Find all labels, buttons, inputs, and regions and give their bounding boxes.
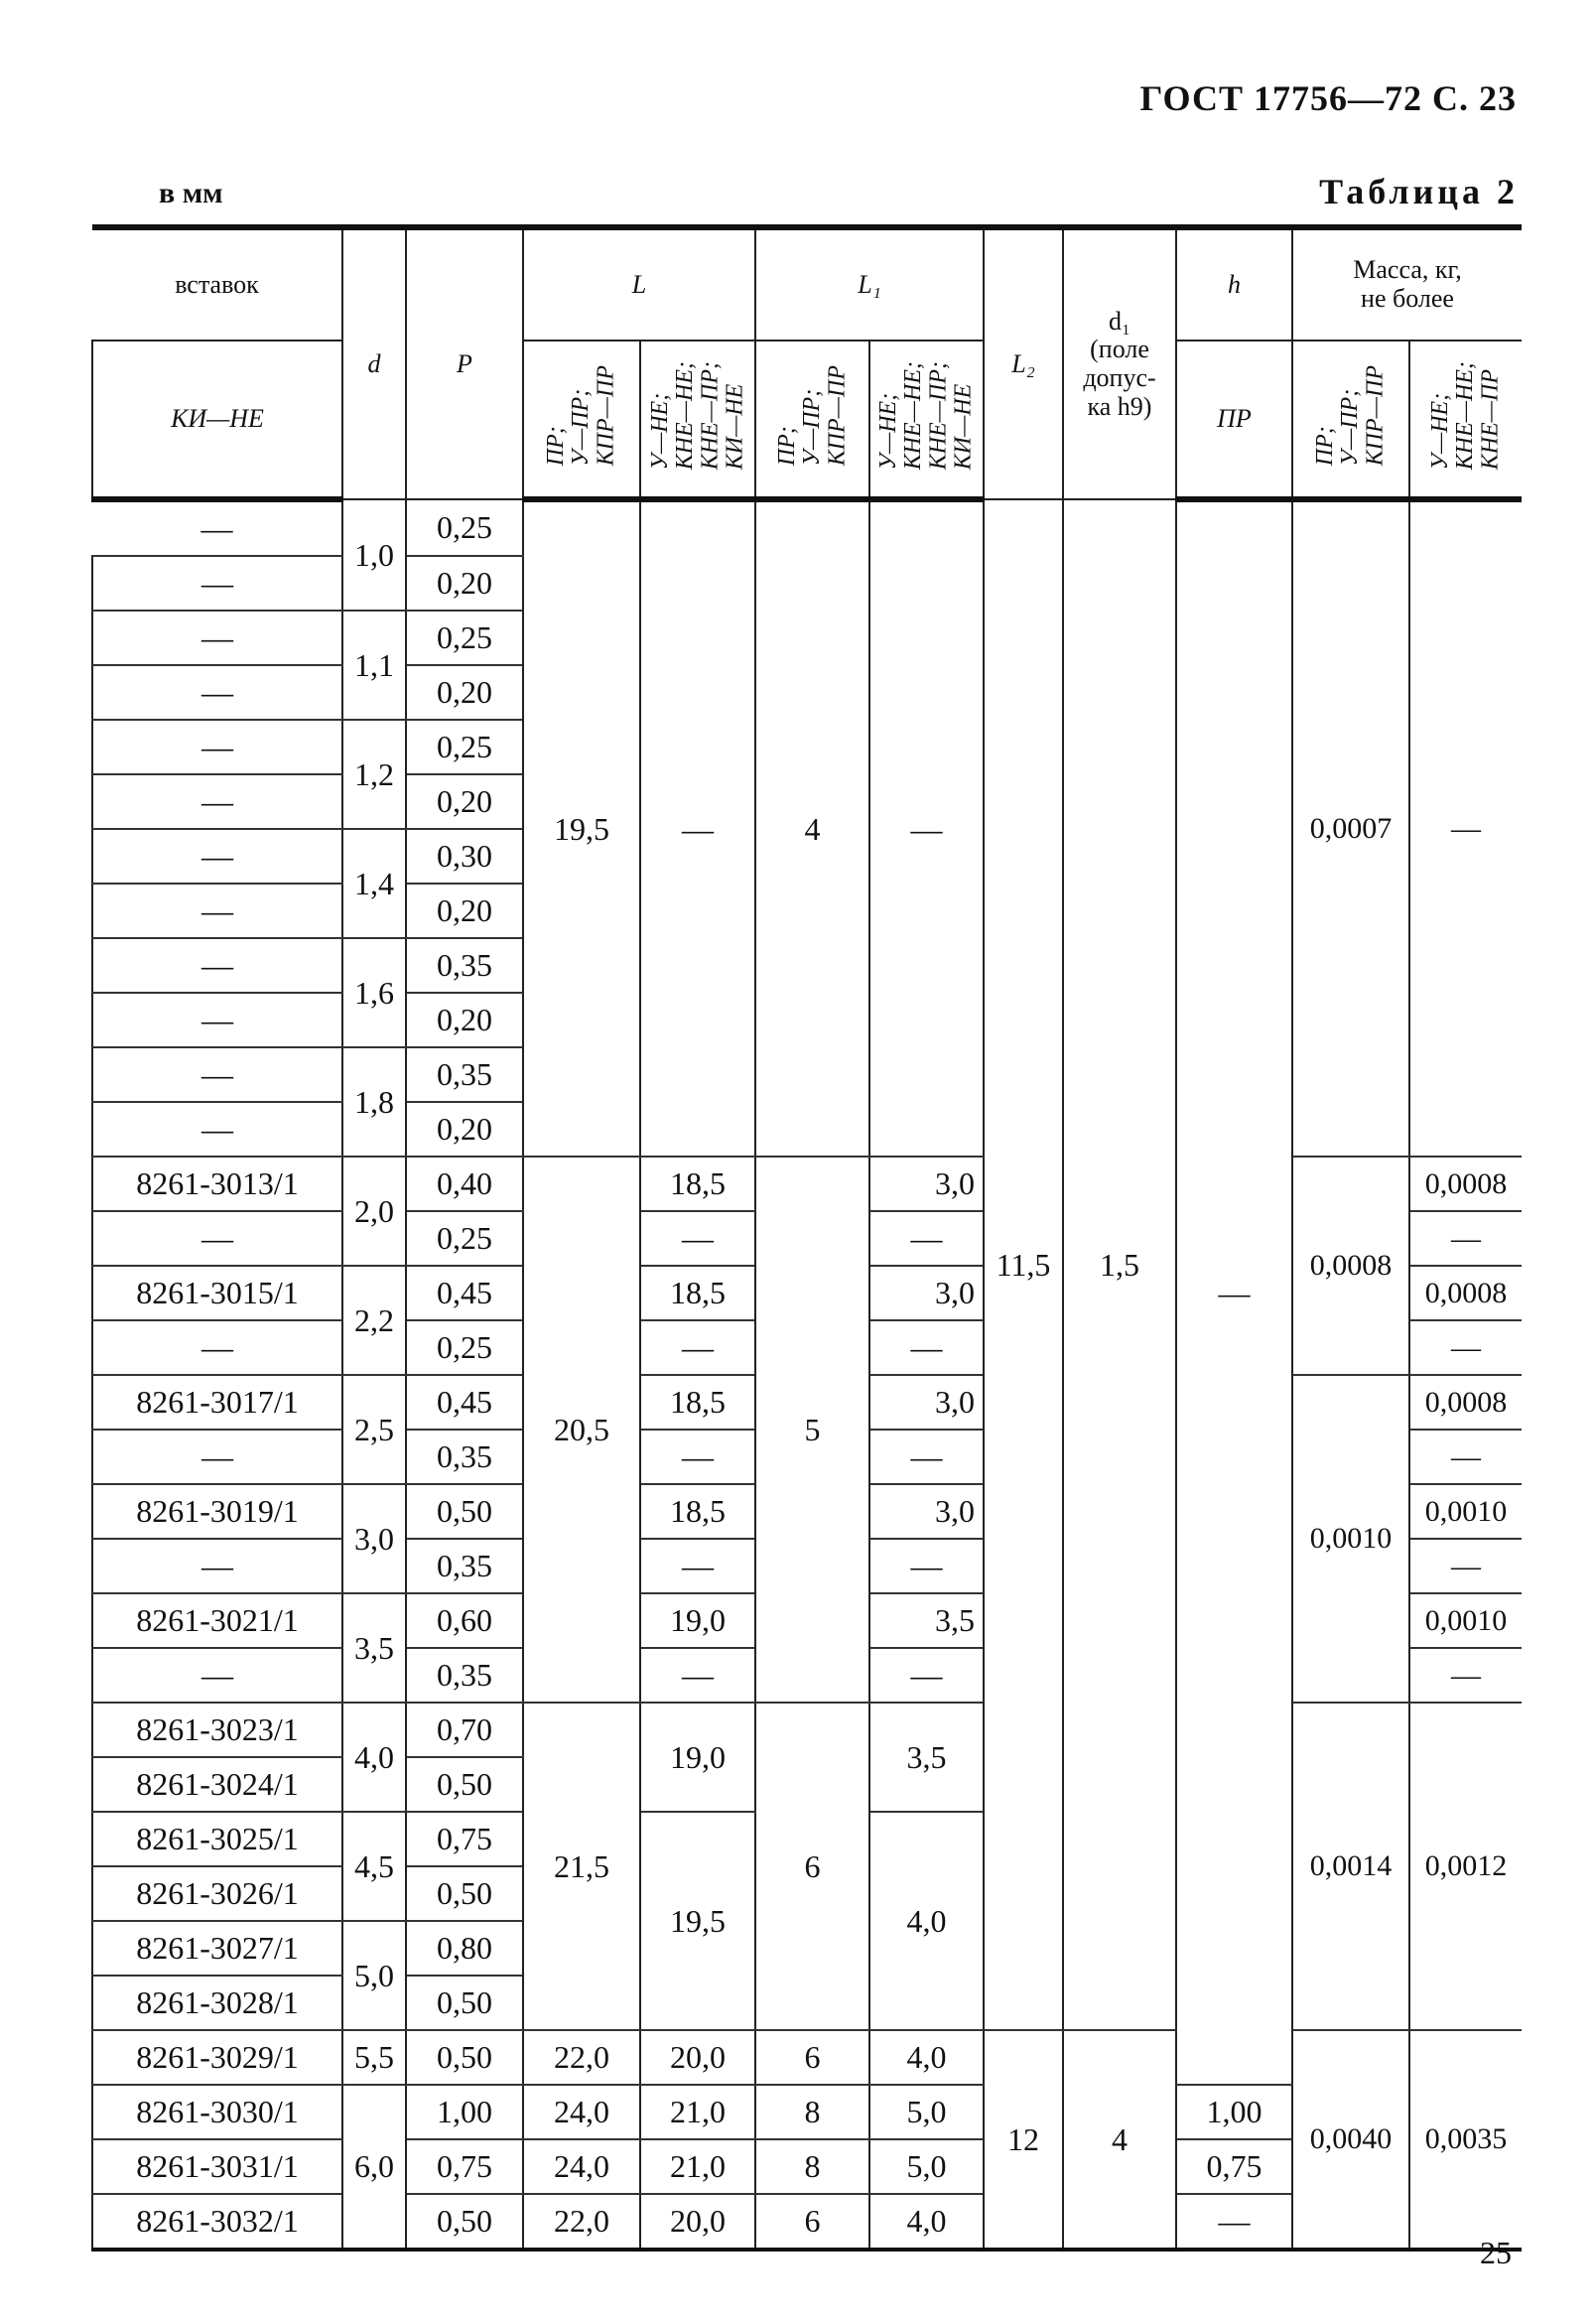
cell-d: 2,0 [342, 1157, 406, 1266]
cell-L-ne: 18,5 [640, 1484, 755, 1539]
cell-insert: — [92, 1102, 342, 1157]
cell-L1-ne: — [869, 1320, 984, 1375]
cell-p: 0,35 [406, 1539, 523, 1593]
cell-d: 1,4 [342, 829, 406, 938]
cell-L1-ne: 3,0 [869, 1266, 984, 1320]
cell-L1-ne: 4,0 [869, 1812, 984, 2030]
cell-insert: 8261-3025/1 [92, 1812, 342, 1866]
header-mass-ne: У—НЕ; КНЕ—НЕ; КНЕ—ПР [1427, 361, 1504, 471]
cell-insert: — [92, 884, 342, 938]
cell-L-pr: 24,0 [523, 2085, 640, 2139]
cell-L-ne: 20,0 [640, 2030, 755, 2085]
cell-mass-pr: 0,0010 [1292, 1375, 1409, 1703]
cell-L1-pr: 4 [755, 499, 869, 1157]
cell-d: 1,6 [342, 938, 406, 1047]
cell-L2: 12 [984, 2030, 1063, 2250]
header-mass-pr: ПР; У—ПР; КПР—ПР [1312, 365, 1389, 467]
cell-insert: — [92, 556, 342, 611]
cell-d: 4,5 [342, 1812, 406, 1921]
cell-p: 0,50 [406, 2194, 523, 2250]
cell-p: 1,00 [406, 2085, 523, 2139]
cell-L1-pr: 6 [755, 2030, 869, 2085]
cell-mass-ne: 0,0012 [1409, 1703, 1522, 2030]
cell-L1-ne: 3,5 [869, 1703, 984, 1812]
cell-L1-pr: 6 [755, 1703, 869, 2030]
cell-mass-ne: 0,0035 [1409, 2030, 1522, 2250]
cell-d: 5,0 [342, 1921, 406, 2030]
cell-mass-pr: 0,0014 [1292, 1703, 1409, 2030]
header-d1: d₁ (поле допус- ка h9) [1063, 227, 1176, 499]
cell-insert: 8261-3030/1 [92, 2085, 342, 2139]
cell-insert: 8261-3032/1 [92, 2194, 342, 2250]
cell-L2: 11,5 [984, 499, 1063, 2030]
units-label: в мм [159, 177, 223, 209]
cell-mass-ne: 0,0008 [1409, 1266, 1522, 1320]
cell-mass-ne: — [1409, 1320, 1522, 1375]
cell-L-pr: 20,5 [523, 1157, 640, 1703]
cell-L-ne: 20,0 [640, 2194, 755, 2250]
cell-insert: — [92, 938, 342, 993]
cell-L-pr: 22,0 [523, 2194, 640, 2250]
cell-d: 6,0 [342, 2085, 406, 2250]
cell-insert: 8261-3023/1 [92, 1703, 342, 1757]
cell-mass-pr: 0,0040 [1292, 2030, 1409, 2250]
header-L2: L₂ [984, 227, 1063, 499]
header-L1-pr: ПР; У—ПР; КПР—ПР [773, 365, 851, 467]
cell-p: 0,20 [406, 774, 523, 829]
cell-insert: 8261-3021/1 [92, 1593, 342, 1648]
header-L-pr: ПР; У—ПР; КПР—ПР [543, 365, 619, 467]
cell-L-ne: — [640, 1539, 755, 1593]
header-h: h [1176, 227, 1292, 341]
cell-mass-ne: — [1409, 1648, 1522, 1703]
cell-mass-ne: 0,0010 [1409, 1593, 1522, 1648]
cell-mass-ne: 0,0008 [1409, 1157, 1522, 1211]
cell-L-ne: 18,5 [640, 1157, 755, 1211]
cell-p: 0,25 [406, 1211, 523, 1266]
header-L1: L₁ [755, 227, 984, 341]
cell-d: 1,2 [342, 720, 406, 829]
cell-insert: 8261-3017/1 [92, 1375, 342, 1430]
cell-h: — [1176, 499, 1292, 2085]
cell-p: 0,40 [406, 1157, 523, 1211]
cell-L1-ne: 3,0 [869, 1157, 984, 1211]
cell-insert: — [92, 611, 342, 665]
cell-insert: — [92, 1320, 342, 1375]
cell-insert: — [92, 720, 342, 774]
cell-p: 0,50 [406, 1484, 523, 1539]
cell-L-ne: 18,5 [640, 1375, 755, 1430]
cell-L-ne: 19,0 [640, 1593, 755, 1648]
table-title: Таблица 2 [1319, 172, 1519, 211]
cell-p: 0,20 [406, 556, 523, 611]
cell-L1-ne: 3,5 [869, 1593, 984, 1648]
cell-L-ne: 19,5 [640, 1812, 755, 2030]
cell-d: 3,0 [342, 1484, 406, 1593]
cell-L1-ne: 3,0 [869, 1484, 984, 1539]
cell-p: 0,20 [406, 993, 523, 1047]
cell-p: 0,80 [406, 1921, 523, 1976]
cell-insert: — [92, 1211, 342, 1266]
cell-insert: — [92, 665, 342, 720]
cell-insert: 8261-3031/1 [92, 2139, 342, 2194]
cell-p: 0,50 [406, 1976, 523, 2030]
cell-insert: 8261-3027/1 [92, 1921, 342, 1976]
cell-L-ne: — [640, 1320, 755, 1375]
cell-h: 0,75 [1176, 2139, 1292, 2194]
cell-L-ne: — [640, 1430, 755, 1484]
cell-mass-ne: — [1409, 499, 1522, 1157]
page-number: 25 [1480, 2235, 1512, 2270]
cell-L1-ne: — [869, 1648, 984, 1703]
cell-L1-ne: 4,0 [869, 2194, 984, 2250]
cell-p: 0,20 [406, 884, 523, 938]
cell-p: 0,75 [406, 1812, 523, 1866]
cell-p: 0,25 [406, 499, 523, 556]
header-inserts: вставок [92, 227, 342, 341]
cell-L-pr: 19,5 [523, 499, 640, 1157]
cell-L-ne: 21,0 [640, 2139, 755, 2194]
cell-p: 0,20 [406, 665, 523, 720]
cell-L1-ne: 4,0 [869, 2030, 984, 2085]
cell-L1-pr: 6 [755, 2194, 869, 2250]
header-h-pr: ПР [1176, 341, 1292, 499]
header-d: d [342, 227, 406, 499]
cell-p: 0,25 [406, 720, 523, 774]
cell-L1-ne: — [869, 1211, 984, 1266]
cell-L1-ne: — [869, 1539, 984, 1593]
cell-p: 0,75 [406, 2139, 523, 2194]
cell-insert: 8261-3019/1 [92, 1484, 342, 1539]
cell-mass-ne: — [1409, 1539, 1522, 1593]
cell-L-ne: 21,0 [640, 2085, 755, 2139]
cell-h: 1,00 [1176, 2085, 1292, 2139]
cell-p: 0,25 [406, 611, 523, 665]
cell-mass-pr: 0,0008 [1292, 1157, 1409, 1375]
cell-d1: 1,5 [1063, 499, 1176, 2030]
cell-L-ne: — [640, 1211, 755, 1266]
cell-mass-pr: 0,0007 [1292, 499, 1409, 1157]
cell-insert: — [92, 1648, 342, 1703]
cell-insert: — [92, 1047, 342, 1102]
cell-p: 0,50 [406, 2030, 523, 2085]
cell-insert: 8261-3024/1 [92, 1757, 342, 1812]
cell-L-ne: — [640, 1648, 755, 1703]
cell-L1-ne: 5,0 [869, 2085, 984, 2139]
cell-L1-ne: — [869, 499, 984, 1157]
cell-h: — [1176, 2194, 1292, 2250]
cell-p: 0,30 [406, 829, 523, 884]
cell-L1-pr: 8 [755, 2085, 869, 2139]
cell-L-pr: 24,0 [523, 2139, 640, 2194]
cell-mass-ne: — [1409, 1211, 1522, 1266]
cell-p: 0,60 [406, 1593, 523, 1648]
cell-insert: — [92, 774, 342, 829]
cell-mass-ne: — [1409, 1430, 1522, 1484]
header-p: P [406, 227, 523, 499]
cell-insert: — [92, 993, 342, 1047]
document-header: ГОСТ 17756—72 С. 23 [1139, 78, 1517, 118]
cell-p: 0,50 [406, 1866, 523, 1921]
cell-d: 2,2 [342, 1266, 406, 1375]
cell-insert: — [92, 1430, 342, 1484]
cell-mass-ne: 0,0010 [1409, 1484, 1522, 1539]
cell-p: 0,35 [406, 938, 523, 993]
cell-L1-ne: — [869, 1430, 984, 1484]
cell-p: 0,25 [406, 1320, 523, 1375]
cell-d1: 4 [1063, 2030, 1176, 2250]
cell-d: 2,5 [342, 1375, 406, 1484]
header-ki-ne: КИ—НЕ [92, 341, 342, 499]
cell-L1-ne: 5,0 [869, 2139, 984, 2194]
cell-L-ne: 19,0 [640, 1703, 755, 1812]
cell-L1-pr: 5 [755, 1157, 869, 1703]
header-L-ne: У—НЕ; КНЕ—НЕ; КНЕ—ПР; КИ—НЕ [646, 361, 748, 471]
cell-L-ne: — [640, 499, 755, 1157]
cell-p: 0,50 [406, 1757, 523, 1812]
cell-L-pr: 22,0 [523, 2030, 640, 2085]
cell-insert: 8261-3028/1 [92, 1976, 342, 2030]
header-L1-ne: У—НЕ; КНЕ—НЕ; КНЕ—ПР; КИ—НЕ [875, 361, 977, 471]
cell-insert: — [92, 1539, 342, 1593]
cell-p: 0,45 [406, 1375, 523, 1430]
cell-mass-ne: 0,0008 [1409, 1375, 1522, 1430]
cell-p: 0,45 [406, 1266, 523, 1320]
cell-p: 0,35 [406, 1648, 523, 1703]
cell-insert: 8261-3013/1 [92, 1157, 342, 1211]
cell-d: 1,8 [342, 1047, 406, 1157]
cell-d: 1,1 [342, 611, 406, 720]
cell-p: 0,20 [406, 1102, 523, 1157]
gost-table [91, 224, 1522, 2252]
cell-insert: 8261-3029/1 [92, 2030, 342, 2085]
cell-insert: 8261-3015/1 [92, 1266, 342, 1320]
cell-d: 4,0 [342, 1703, 406, 1812]
cell-p: 0,35 [406, 1430, 523, 1484]
cell-L-pr: 21,5 [523, 1703, 640, 2030]
cell-insert: 8261-3026/1 [92, 1866, 342, 1921]
header-mass: Масса, кг, не более [1292, 227, 1522, 341]
cell-d: 3,5 [342, 1593, 406, 1703]
cell-p: 0,35 [406, 1047, 523, 1102]
cell-insert: — [92, 499, 342, 556]
cell-L1-ne: 3,0 [869, 1375, 984, 1430]
cell-d: 5,5 [342, 2030, 406, 2085]
cell-L1-pr: 8 [755, 2139, 869, 2194]
header-L: L [523, 227, 755, 341]
cell-L-ne: 18,5 [640, 1266, 755, 1320]
cell-p: 0,70 [406, 1703, 523, 1757]
cell-insert: — [92, 829, 342, 884]
cell-d: 1,0 [342, 499, 406, 611]
